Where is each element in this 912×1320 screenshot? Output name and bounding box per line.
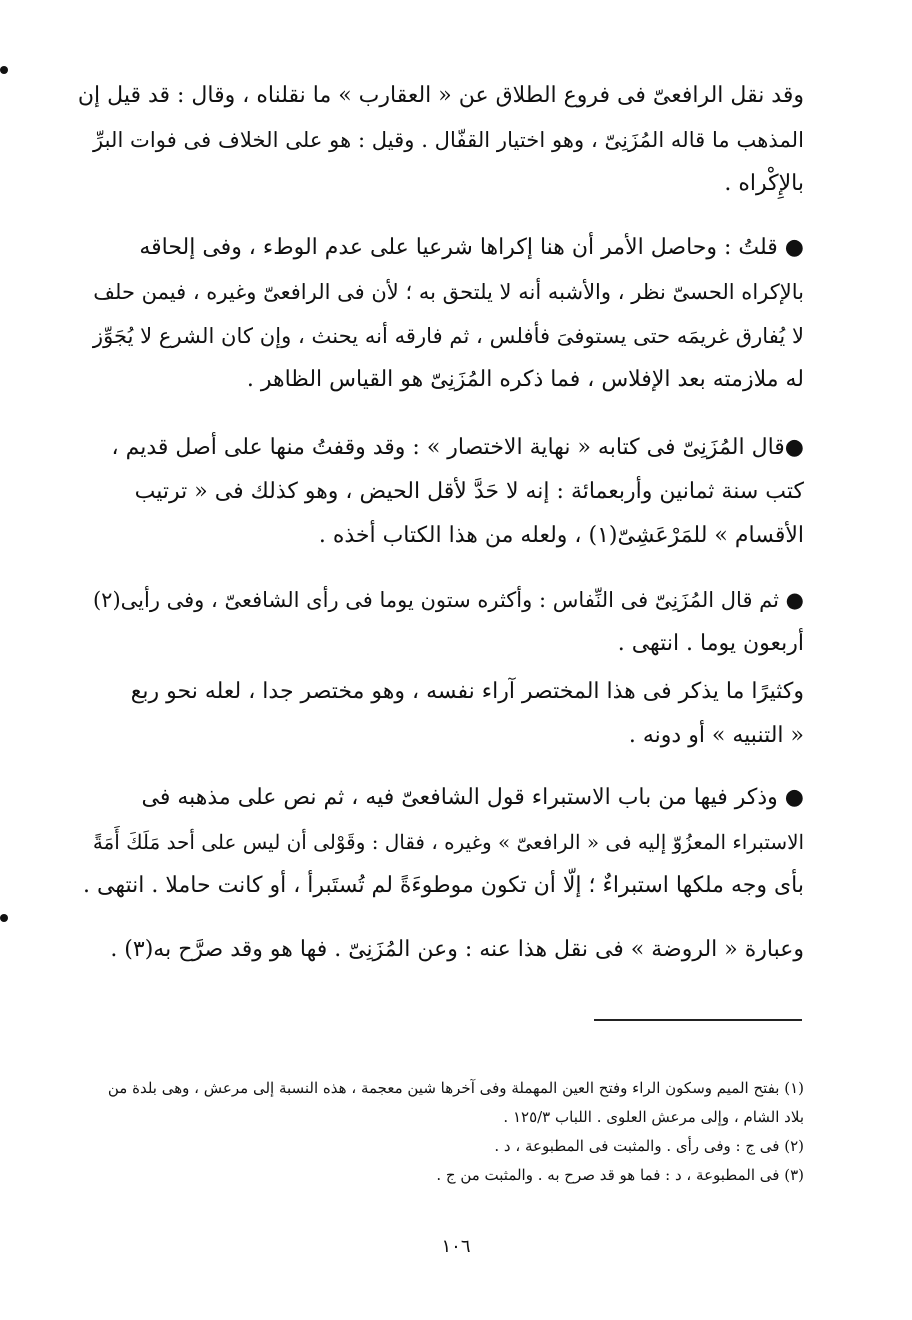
page-number: ١٠٦ [441,1236,471,1257]
margin-dot-middle [0,914,8,922]
footnote-2: (٢) فى ج : وفى رأى . والمثبت فى المطبوعة ، د . [494,1137,804,1155]
paragraph-1-line-2: المذهب ما قاله المُزَنِىّ ، وهو اختيار القفّال . وقيل : هو على الخلاف فى فوات البرِّ [92,127,804,152]
paragraph-3-line-3: الأقسام » للمَرْعَشِىّ(١) ، ولعله من هذا الكتاب أخذه . [318,523,804,548]
paragraph-6 [78,776,804,908]
paragraph-5-line-1: وكثيرًا ما يذكر فى هذا المختصر آراء نفسه ، وهو مختصر جدا ، لعله نحو ربع [130,679,804,704]
paragraph-4-line-2: أربعون يوما . انتهى . [617,631,804,656]
paragraph-4-line-1: ● ثم قال المُزَنِىّ فى النِّفاس : وأكثره ستون يوما فى رأى الشافعىّ ، وفى رأيى(٢) [92,587,804,612]
paragraph-7-line-1: وعبارة « الروضة » فى نقل هذا عنه : وعن المُزَنِىّ . فها هو وقد صرَّح به(٣) . [110,937,804,962]
paragraph-1-line-3: بالإِكْراه . [724,171,804,196]
paragraph-2-line-1: ● قلتُ : وحاصل الأمر أن هنا إكراها شرعيا على عدم الوطء ، وفى إلحاقه [139,235,804,260]
footnote-separator [594,1019,802,1021]
paragraph-1-line-1: وقد نقل الرافعىّ فى فروع الطلاق عن « العقارب » ما نقلناه ، وقال : قد قيل إن [77,83,804,108]
paragraph-4 [78,578,804,666]
footnote-1-line-1: (١) بفتح الميم وسكون الراء وفتح العين المهملة وفى آخرها شين معجمة ، هذه النسبة إلى مرعش ، وهى بلدة من [107,1079,804,1097]
paragraph-3 [78,426,804,558]
paragraph-2-line-2: بالإكراه الحسىّ نظر ، والأشبه أنه لا يلتحق به ؛ لأن فى الرافعىّ وغيره ، فيمن حلف [93,279,804,304]
paragraph-2-line-4: له ملازمته بعد الإفلاس ، فما ذكره المُزَنِىّ هو القياس الظاهر . [246,367,804,392]
paragraph-3-line-2: كتب سنة ثمانين وأربعمائة : إنه لا حَدَّ لأقل الحيض ، وهو كذلك فى « ترتيب [134,479,804,504]
paragraph-3-line-1: ●قال المُزَنِىّ فى كتابه « نهاية الاختصار » : وقد وقفتُ منها على أصل قديم ، [111,435,804,460]
paragraph-6-line-1: ● وذكر فيها من باب الاستبراء قول الشافعىّ فيه ، ثم نص على مذهبه فى [141,785,804,810]
paragraph-2-line-3: لا يُفارق غريمَه حتى يستوفىَ فأفلس ، ثم فارقه أنه يحنث ، وإن كان الشرع لا يُجَوِّز [92,323,804,348]
paragraph-6-line-3: بأى وجه ملكها استبراءٌ ؛ إلّا أن تكون موطوءَةً لم تُستَبرأ ، أو كانت حاملا . انتهى . [83,873,804,898]
paragraph-6-line-2: الاستبراء المعزُوّ إليه فى « الرافعىّ » وغيره ، فقال : وقَوْلى أن ليس على أحد مَلَكَ أَمَةً [92,830,804,854]
footnote-1-line-2: بلاد الشام ، وإلى مرعش العلوى . اللباب ١٢٥/٣ . [503,1108,804,1126]
footnotes [78,1074,804,1190]
paragraph-1 [78,74,804,206]
margin-dot-top [0,66,8,74]
paragraph-2 [78,226,804,402]
footnote-3: (٣) فى المطبوعة ، د : فما هو قد صرح به . والمثبت من ج . [436,1166,804,1184]
paragraph-7 [78,928,804,972]
paragraph-5 [78,670,804,758]
paragraph-5-line-2: « التنبيه » أو دونه . [628,723,804,748]
